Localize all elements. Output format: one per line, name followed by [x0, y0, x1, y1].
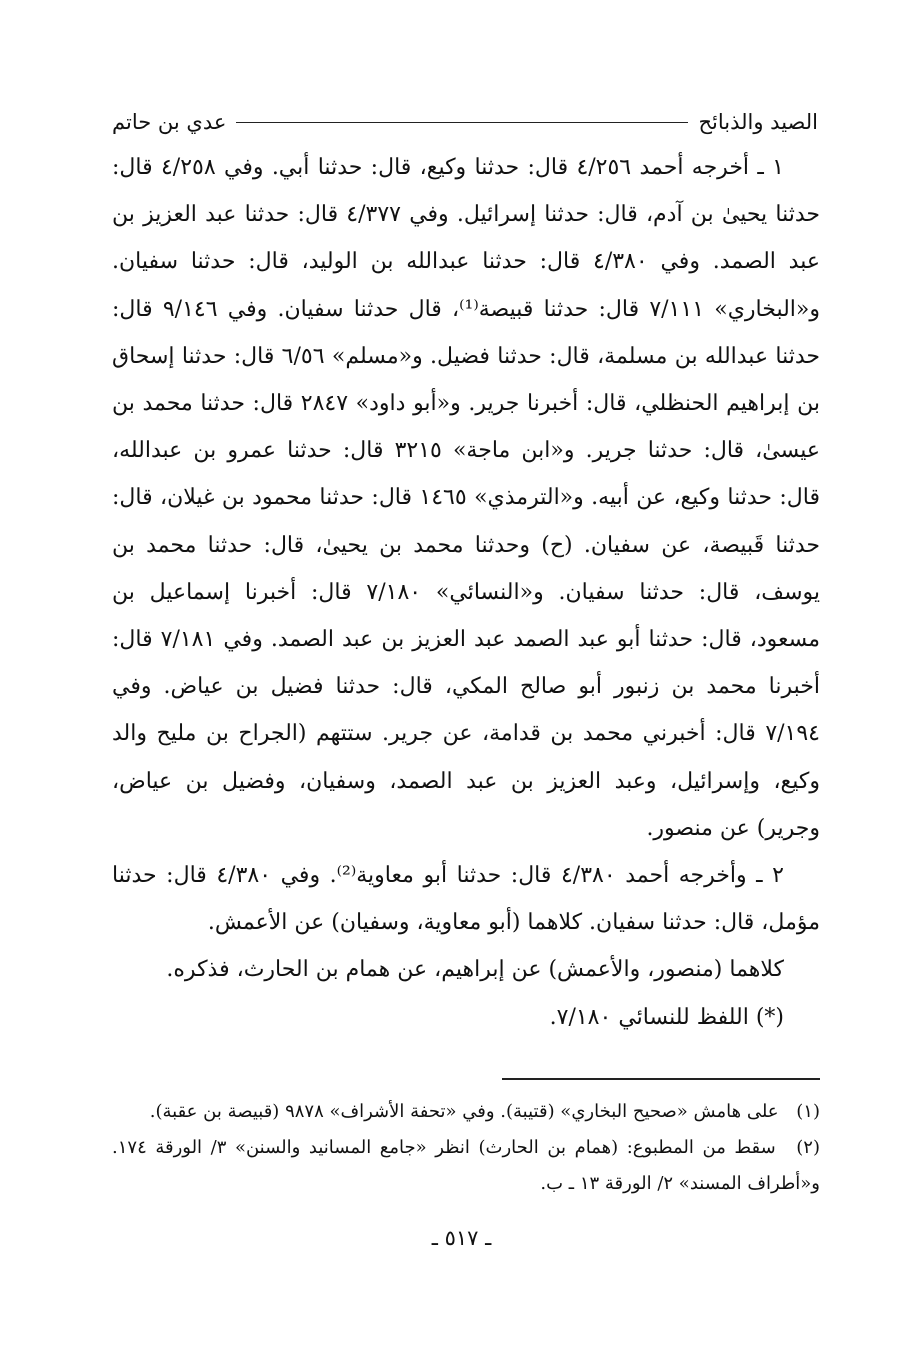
footnote-2-number: (٢) [796, 1137, 820, 1158]
running-header [112, 104, 818, 140]
footnote-1-text: على هامش «صحيح البخاري» (قتيبة). وفي «تحفة الأشراف» ٩٨٧٨ (قبيصة بن عقبة). [149, 1101, 779, 1122]
header-narrator: عدي بن حاتم [112, 110, 227, 134]
paragraph-4: (*) اللفظ للنسائي ٧/١٨٠. [549, 1004, 784, 1030]
main-text [112, 144, 820, 1041]
footnote-1 [112, 1094, 820, 1130]
header-rule [236, 122, 688, 123]
footnote-2 [112, 1130, 820, 1202]
footnote-separator [502, 1078, 820, 1080]
footnote-2-text: سقط من المطبوع: (همام بن الحارث) انظر «جامع المسانيد والسنن» ٣/ الورقة ١٧٤. و«أطراف المسند» ٢/ الورقة ١٣ ـ ب. [112, 1137, 820, 1194]
header-book-section: الصيد والذبائح [698, 110, 818, 134]
paragraph-2: ٢ ـ وأخرجه أحمد ٤/٣٨٠ قال: حدثنا أبو معاوية⁽²⁾. وفي ٤/٣٨٠ قال: حدثنا مؤمل، قال: حدثنا سفيان. كلاهما (أبو معاوية، وسفيان) عن الأعمش. [112, 863, 820, 936]
footnote-1-number: (١) [796, 1101, 820, 1122]
paragraph-3: كلاهما (منصور، والأعمش) عن إبراهيم، عن همام بن الحارث، فذكره. [166, 957, 784, 983]
paragraph-1: ١ ـ أخرجه أحمد ٤/٢٥٦ قال: حدثنا وكيع، قال: حدثنا أبي. وفي ٤/٢٥٨ قال: حدثنا يحيىٰ بن آدم، قال: حدثنا إسرائيل. وفي ٤/٣٧٧ قال: حدثنا عبد العزيز بن عبد الصمد. وفي ٤/٣٨٠ قال: حدثنا عبدالله بن الوليد، قال: حدثنا سفيان. و«البخاري» ٧/١١١ قال: حدثنا قبيصة⁽¹⁾، قال حدثنا سفيان. وفي ٩/١٤٦ قال: حدثنا عبدالله بن مسلمة، قال: حدثنا فضيل. و«مسلم» ٦/٥٦ قال: حدثنا إسحاق بن إبراهيم الحنظلي، قال: أخبرنا جرير. و«أبو داود» ٢٨٤٧ قال: حدثنا محمد بن عيسىٰ، قال: حدثنا جرير. و«ابن ماجة» ٣٢١٥ قال: حدثنا عمرو بن عبدالله، قال: حدثنا وكيع، عن أبيه. و«الترمذي» ١٤٦٥ قال: حدثنا محمود بن غيلان، قال: حدثنا قَبيصة، عن سفيان. (ح) وحدثنا محمد بن يحيىٰ، قال: حدثنا محمد بن يوسف، قال: حدثنا سفيان. و«النسائي» ٧/١٨٠ قال: أخبرنا إسماعيل بن مسعود، قال: حدثنا أبو عبد الصمد عبد العزيز بن عبد الصمد. وفي ٧/١٨١ قال: أخبرنا محمد بن زنبور أبو صالح المكي، قال: حدثنا فضيل بن عياض. وفي ٧/١٩٤ قال: أخبرني محمد بن قدامة، عن جرير. ستتهم (الجراح بن مليح والد وكيع، وإسرائيل، وعبد العزيز بن عبد الصمد، وسفيان، وفضيل بن عياض، وجرير) عن منصور. [112, 155, 821, 841]
page-number: ـ ٥١٧ ـ [431, 1226, 492, 1250]
footnotes [112, 1094, 820, 1202]
